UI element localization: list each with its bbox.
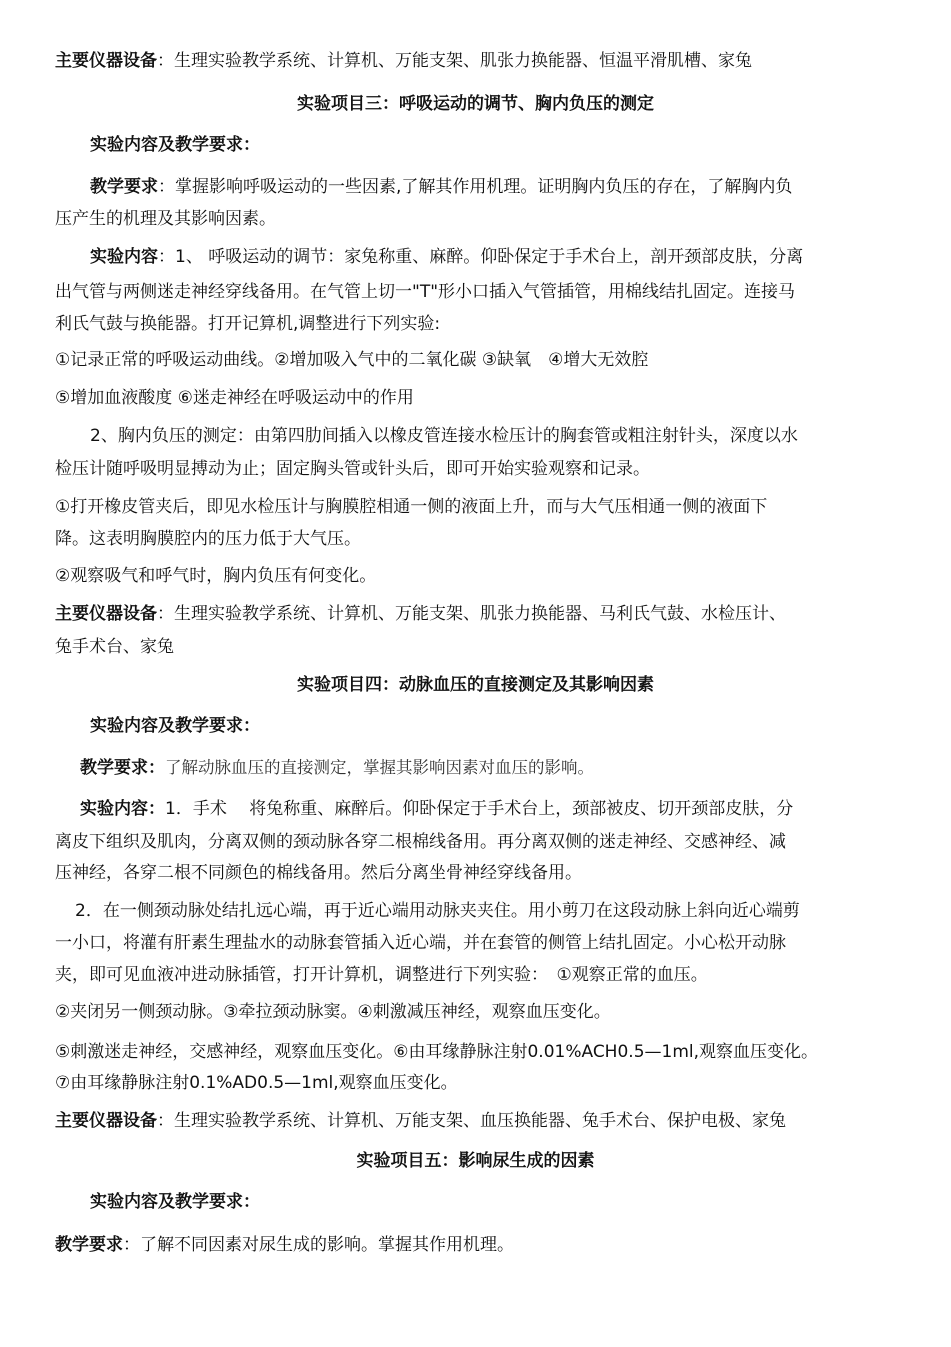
teaching-requirements-text: ：了解不同因素对尿生成的影响。掌握其作用机理。 (123, 1235, 514, 1255)
equipment-label: 主要仪器设备 (55, 1111, 157, 1131)
list-line: ⑤增加血液酸度 ⑥迷走神经在呼吸运动中的作用 (55, 388, 414, 408)
list-line: ⑦由耳缘静脉注射0.1%AD0.5—1ml,观察血压变化。 (55, 1073, 458, 1093)
list-line: ②夹闭另一侧颈动脉。③牵拉颈动脉窦。④刺激减压神经，观察血压变化。 (55, 1002, 611, 1022)
equipment-text: ：生理实验教学系统、计算机、万能支架、血压换能器、兔手术台、保护电极、家兔 (157, 1111, 786, 1131)
equipment-text: ：生理实验教学系统、计算机、万能支架、肌张力换能器、恒温平滑肌槽、家兔 (157, 51, 752, 71)
equipment-line-2 (55, 603, 786, 625)
section-heading-5: 实验项目五：影响尿生成的因素 (356, 1151, 595, 1171)
paragraph-line: 夹，即可见血液冲进动脉插管，打开计算机，调整进行下列实验： ①观察正常的血压。 (55, 965, 708, 985)
list-line: ⑤刺激迷走神经，交感神经，观察血压变化。⑥由耳缘静脉注射0.01%ACH0.5—1ml,观察血压变化。 (55, 1042, 819, 1062)
teaching-requirements-text: ：掌握影响呼吸运动的一些因素,了解其作用机理。证明胸内负压的存在，了解胸内负 (158, 177, 793, 197)
list-line: ①打开橡皮管夹后，即见水检压计与胸膜腔相通一侧的液面上升，而与大气压相通一侧的液面下 (55, 497, 768, 517)
paragraph-line: 压产生的机理及其影响因素。 (55, 209, 276, 229)
subheading-content-requirements: 实验内容及教学要求： (90, 1192, 260, 1212)
experiment-content-line (90, 246, 803, 268)
paragraph-line: 检压计随呼吸明显搏动为止；固定胸头管或针头后，即可开始实验观察和记录。 (55, 459, 650, 479)
teaching-requirements-line (55, 1234, 514, 1256)
equipment-label: 主要仪器设备 (55, 604, 157, 624)
teaching-requirements-line (90, 176, 792, 198)
teaching-requirements-line (80, 757, 594, 779)
experiment-content-text: ：1、 呼吸运动的调节：家兔称重、麻醉。仰卧保定于手术台上，剖开颈部皮肤，分离 (158, 247, 804, 267)
teaching-requirements-label: 教学要求： (80, 758, 165, 778)
paragraph-line: 降。这表明胸膜腔内的压力低于大气压。 (55, 529, 361, 549)
experiment-content-label: 实验内容 (90, 247, 158, 267)
section-heading-4: 实验项目四：动脉血压的直接测定及其影响因素 (297, 675, 654, 695)
paragraph-line: 一小口，将灌有肝素生理盐水的动脉套管插入近心端，并在套管的侧管上结扎固定。小心松开动脉 (55, 933, 786, 953)
experiment-content-text: 1．手术 将兔称重、麻醉后。仰卧保定于手术台上，颈部被皮、切开颈部皮肤，分 (165, 799, 794, 819)
experiment-content-line (80, 798, 793, 820)
experiment-content-label: 实验内容： (80, 799, 165, 819)
teaching-requirements-label: 教学要求 (55, 1235, 123, 1255)
subheading-content-requirements: 实验内容及教学要求： (90, 135, 260, 155)
teaching-requirements-label: 教学要求 (90, 177, 158, 197)
subheading-content-requirements: 实验内容及教学要求： (90, 716, 260, 736)
paragraph-line: 压神经，各穿二根不同颜色的棉线备用。然后分离坐骨神经穿线备用。 (55, 863, 582, 883)
equipment-line-3 (55, 1110, 786, 1132)
paragraph-line: 出气管与两侧迷走神经穿线备用。在气管上切一"T"形小口插入气管插管，用棉线结扎固定。连接马 (55, 282, 796, 302)
list-line: ②观察吸气和呼气时，胸内负压有何变化。 (55, 566, 377, 586)
equipment-text: ：生理实验教学系统、计算机、万能支架、肌张力换能器、马利氏气鼓、水检压计、 (157, 604, 786, 624)
equipment-line-1 (55, 50, 752, 72)
paragraph-line: 2、胸内负压的测定：由第四肋间插入以橡皮管连接水检压计的胸套管或粗注射针头，深度以水 (90, 426, 798, 446)
equipment-label: 主要仪器设备 (55, 51, 157, 71)
paragraph-line: 2．在一侧颈动脉处结扎远心端，再于近心端用动脉夹夹住。用小剪刀在这段动脉上斜向近心端剪 (75, 901, 800, 921)
paragraph-line: 兔手术台、家兔 (55, 637, 174, 657)
teaching-requirements-text: 了解动脉血压的直接测定，掌握其影响因素对血压的影响。 (165, 758, 594, 777)
paragraph-line: 离皮下组织及肌肉，分离双侧的颈动脉各穿二根棉线备用。再分离双侧的迷走神经、交感神经、减 (55, 832, 786, 852)
list-line: ①记录正常的呼吸运动曲线。②增加吸入气中的二氧化碳 ③缺氧 ④增大无效腔 (55, 350, 649, 370)
section-heading-3: 实验项目三：呼吸运动的调节、胸内负压的测定 (297, 94, 654, 114)
paragraph-line: 利氏气鼓与换能器。打开记算机,调整进行下列实验: (55, 314, 441, 334)
